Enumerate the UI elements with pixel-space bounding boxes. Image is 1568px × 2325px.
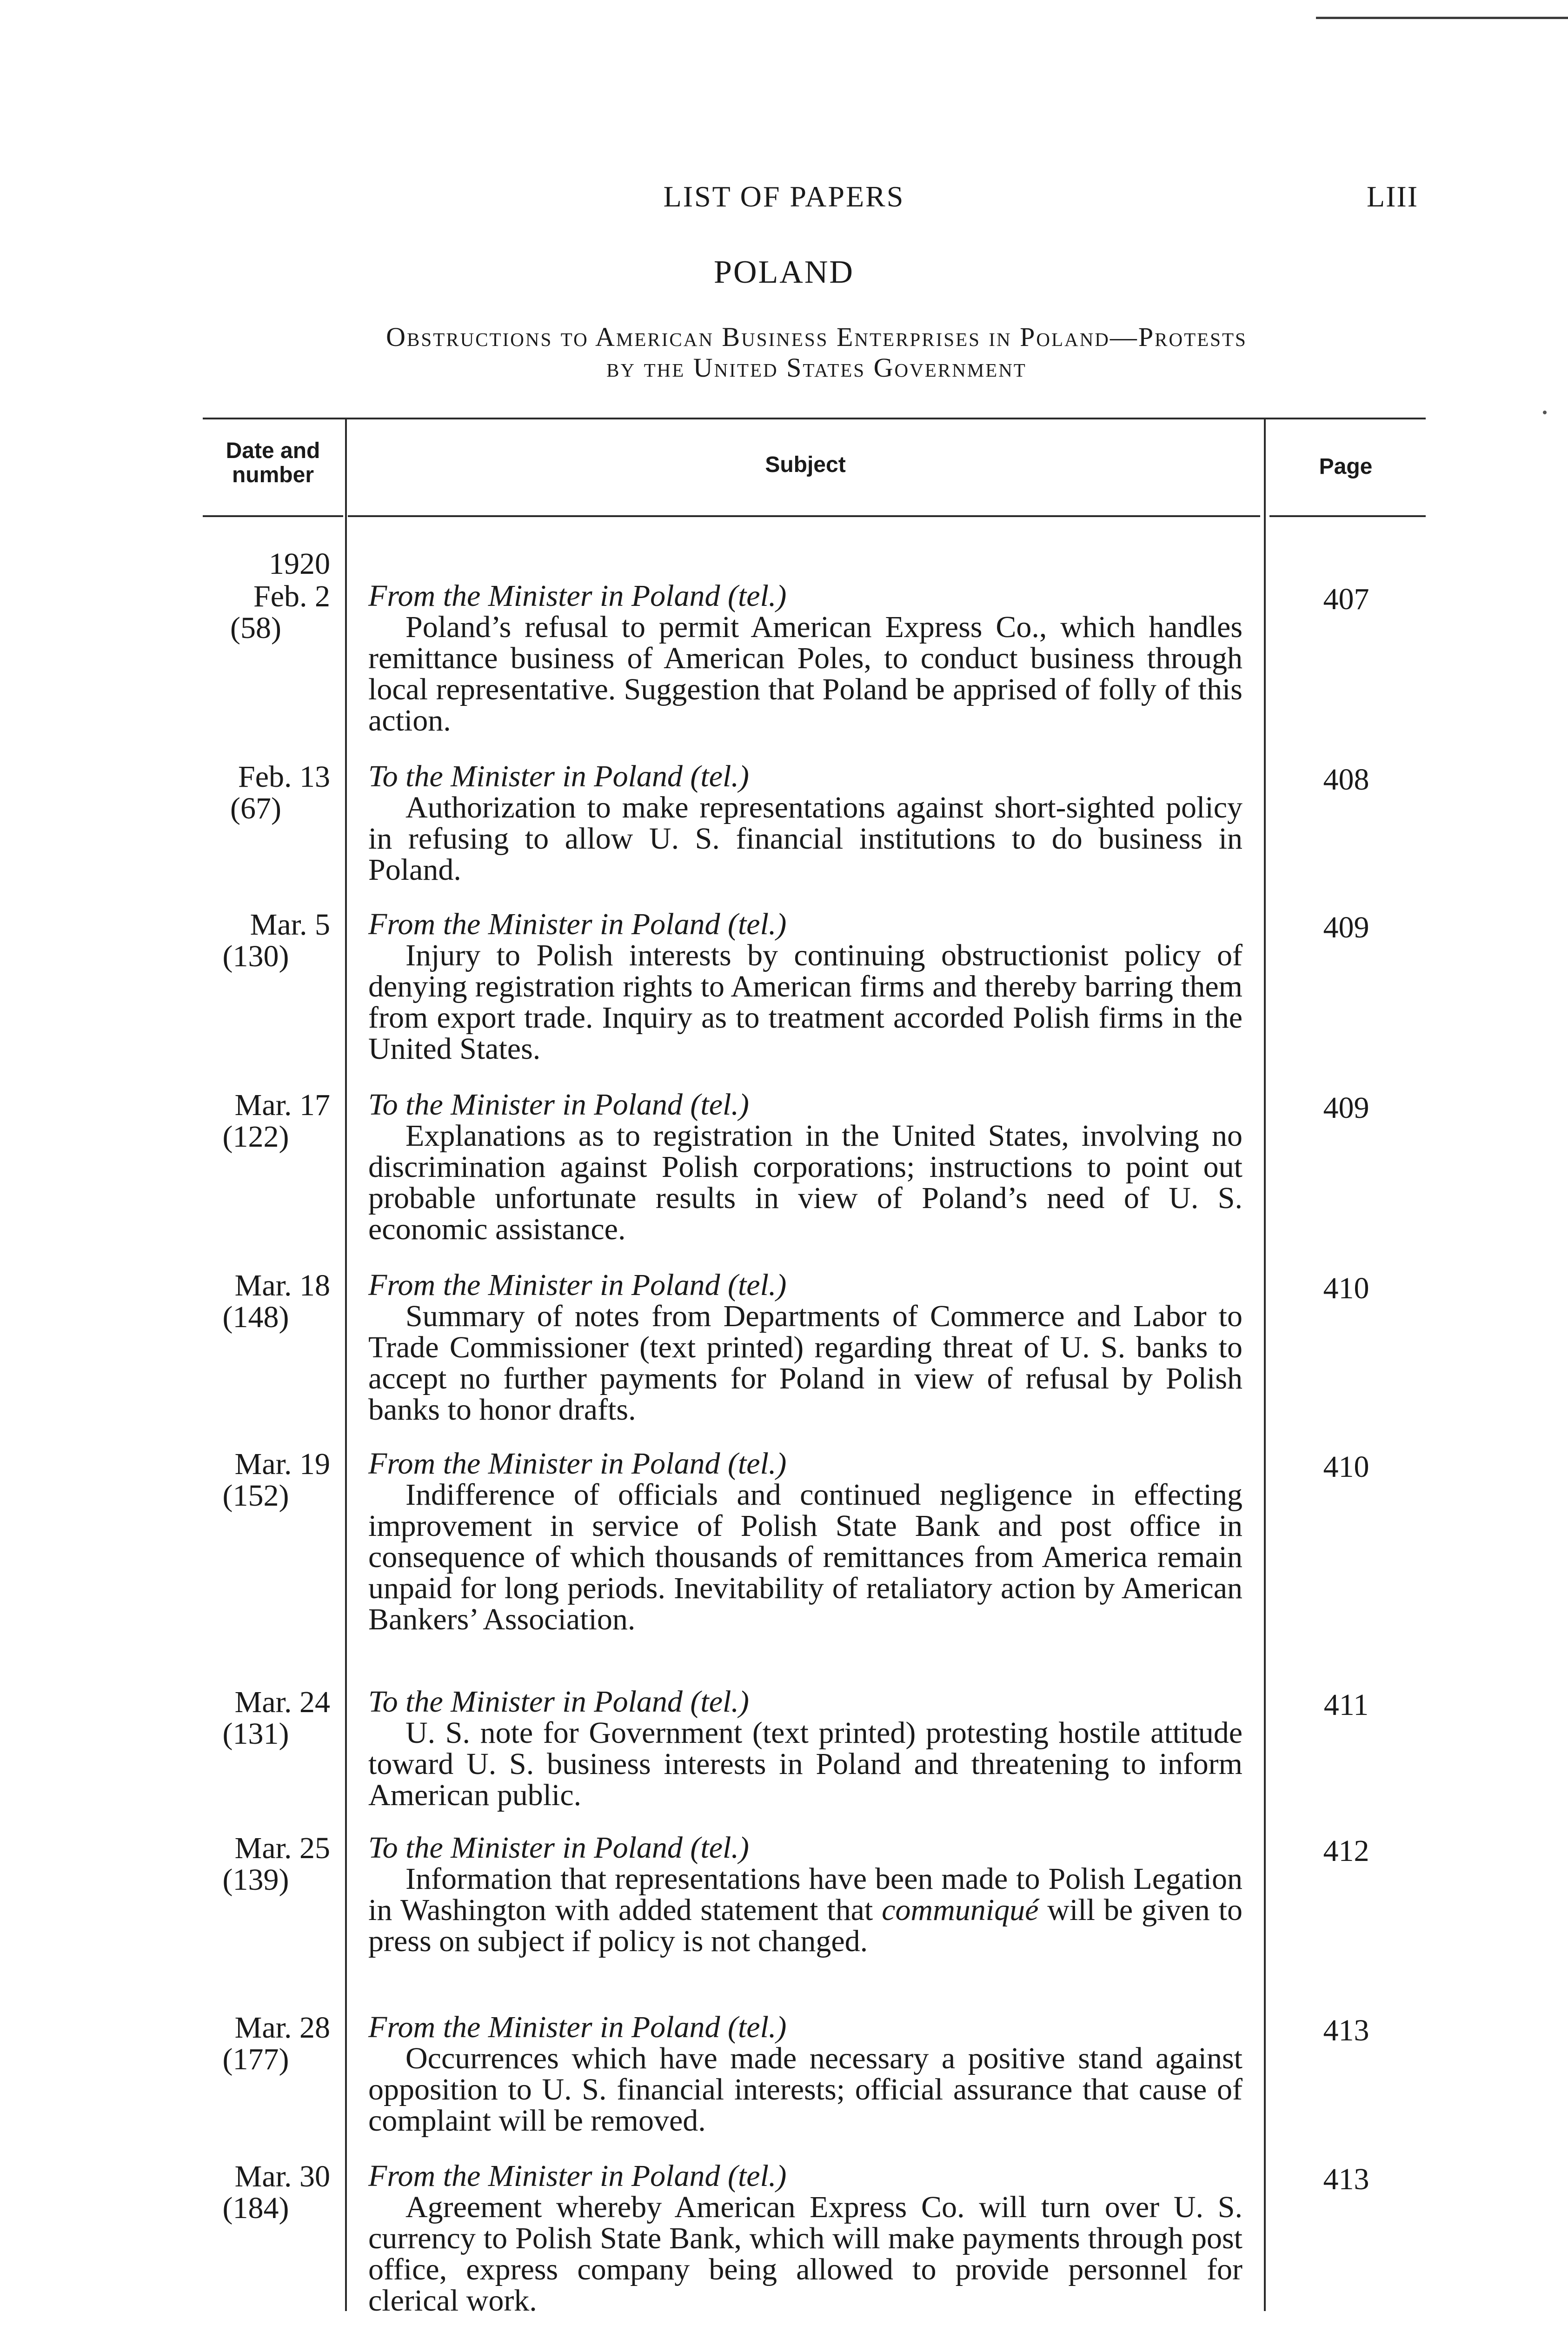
column-header-subject: Subject [765,452,846,477]
header-bottom-rule-subject [348,515,1260,517]
row-description: Explanations as to registration in the United States, involving no discrimination against Polish corporations; instructions to point out probable unfortunate results in view of Poland’s need of U. S. economic assistance. [368,1119,1242,1246]
row-correspondent: To the Minister in Poland (tel.) [368,1831,749,1865]
column-divider-right [1264,419,1266,2311]
row-correspondent: From the Minister in Poland (tel.) [368,1447,787,1481]
section-title-line-2: by the United States Government [606,352,1027,383]
section-title [203,322,1430,383]
page-number: LIII [1366,180,1418,213]
row-correspondent: From the Minister in Poland (tel.) [368,1268,787,1302]
row-page: 410 [1323,1271,1369,1305]
row-subject [368,1448,1242,1635]
row-page: 413 [1323,2162,1369,2196]
row-number: (177) [222,2042,289,2076]
running-head-title: LIST OF PAPERS [663,180,905,213]
row-correspondent: From the Minister in Poland (tel.) [368,2159,787,2193]
row-date: Mar. 19 [234,1447,330,1481]
row-date: Mar. 30 [234,2159,330,2193]
row-description: Injury to Polish interests by continuing obstructionist policy of denying registration rights to American firms and thereby barring them from export trade. Inquiry as to treatment accorded Polish firms in the United States. [368,938,1242,1066]
table-top-rule [203,418,1426,419]
row-correspondent: From the Minister in Poland (tel.) [368,579,787,613]
row-subject [368,580,1242,736]
running-head [0,179,1568,217]
scan-edge-rule [1316,17,1568,19]
row-subject [368,2012,1242,2136]
row-page: 411 [1323,1688,1369,1722]
row-page: 409 [1323,910,1369,944]
row-page: 412 [1323,1834,1369,1868]
row-correspondent: To the Minister in Poland (tel.) [368,1685,749,1719]
row-number: (67) [230,791,281,825]
scan-speck [1543,411,1547,414]
row-page: 410 [1323,1450,1369,1484]
column-header-page: Page [1319,454,1373,479]
emphasized-term: communiqué [882,1893,1039,1927]
row-date: Mar. 5 [250,908,330,942]
row-description: Poland’s refusal to permit American Express Co., which handles remittance business of American Poles, to conduct business through local representative. Suggestion that Poland be apprised of folly of this action. [368,610,1242,737]
header-bottom-rule-date [203,515,343,517]
row-subject [368,1089,1242,1245]
row-subject [368,761,1242,885]
row-number: (131) [222,1717,289,1751]
row-description: Authorization to make representations against short-sighted policy in refusing to allow U. S. financial institutions to do business in Poland. [368,790,1242,887]
row-number: (58) [230,611,281,645]
row-number: (139) [222,1863,289,1897]
row-date: Mar. 18 [234,1269,330,1302]
section-title-line-1: Obstructions to American Business Enterprises in Poland—Protests [386,322,1247,352]
row-number: (148) [222,1300,289,1334]
row-page: 409 [1323,1091,1369,1125]
country-heading: POLAND [714,254,854,290]
row-number: (122) [222,1120,289,1154]
row-correspondent: From the Minister in Poland (tel.) [368,2010,787,2044]
column-header-date: Date and number [226,438,320,487]
row-description: Occurrences which have made necessary a positive stand against opposition to U. S. financial interests; official assurance that cause of complaint will be removed. [368,2041,1242,2138]
row-subject [368,1832,1242,1957]
row-number: (130) [222,939,289,973]
row-number: (152) [222,1479,289,1513]
row-date: Mar. 25 [234,1831,330,1865]
row-page: 407 [1323,582,1369,616]
row-description: Agreement whereby American Express Co. will turn over U. S. currency to Polish State Bank, which will make payments through post office, express company being allowed to provide personnel for clerical work. [368,2190,1242,2318]
row-description: Summary of notes from Departments of Commerce and Labor to Trade Commissioner (text printed) regarding threat of U. S. banks to accept no further payments for Poland in view of refusal by Polish banks to honor drafts. [368,1299,1242,1427]
year-label: 1920 [269,547,330,581]
row-date: Mar. 17 [234,1088,330,1122]
row-subject [368,2160,1242,2316]
row-date: Feb. 13 [238,760,330,794]
row-page: 408 [1323,763,1369,797]
row-description: Information that representations have been made to Polish Legation in Washington with added statement that communiqué will be given to press on subject if policy is not changed. [368,1862,1242,1958]
row-page: 413 [1323,2013,1369,2047]
row-subject [368,909,1242,1064]
row-correspondent: To the Minister in Poland (tel.) [368,759,749,793]
row-subject [368,1686,1242,1811]
column-divider-left [345,419,347,2311]
row-subject [368,1269,1242,1425]
row-correspondent: From the Minister in Poland (tel.) [368,907,787,941]
row-date: Feb. 2 [253,579,330,613]
row-number: (184) [222,2191,289,2225]
row-description: Indifference of officials and continued negligence in effecting improvement in service of Polish State Bank and post office in consequence of which thousands of remittances from America remain unpaid for long periods. Inevitability of retaliatory action by American Bankers’ Association. [368,1478,1242,1636]
row-correspondent: To the Minister in Poland (tel.) [368,1088,749,1122]
row-date: Mar. 28 [234,2011,330,2045]
row-date: Mar. 24 [234,1685,330,1719]
row-description: U. S. note for Government (text printed) protesting hostile attitude toward U. S. business interests in Poland and threatening to inform American public. [368,1716,1242,1812]
header-bottom-rule-page [1269,515,1426,517]
